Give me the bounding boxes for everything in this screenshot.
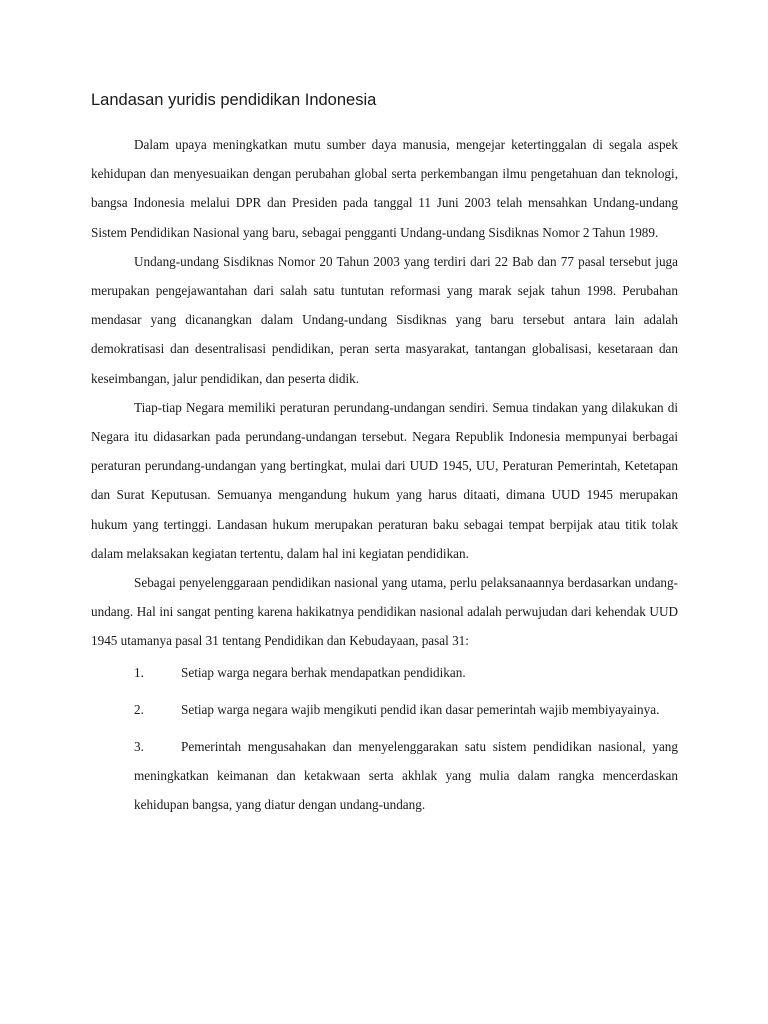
paragraph: Dalam upaya meningkatkan mutu sumber daya manusia, mengejar ketertinggalan di segala aspek kehidupan dan menyesuaikan dengan perubahan global serta perkembangan ilmu pengetahuan dan teknologi, bangsa Indonesia melalui DPR dan Presiden pada tanggal 11 Juni 2003 telah mensahkan Undang-undang Sistem Pendidikan Nasional yang baru, sebagai pengganti Undang-undang Sisdiknas Nomor 2 Tahun 1989. — [91, 137, 678, 240]
list-item-number: 1. — [134, 664, 144, 680]
document-body — [91, 130, 678, 820]
list-item-number: 2. — [134, 701, 144, 717]
list-item — [91, 732, 678, 820]
paragraph: Undang-undang Sisdiknas Nomor 20 Tahun 2003 yang terdiri dari 22 Bab dan 77 pasal tersebut juga merupakan pengejawantahan dari salah satu tuntutan reformasi yang marak sejak tahun 1998. Perubahan mendasar yang dicanangkan dalam Undang-undang Sisdiknas yang baru tersebut antara lain adalah demokratisasi dan desentralisasi pendidikan, peran serta masyarakat, tantangan globalisasi, kesetaraan dan keseimbangan, jalur pendidikan, dan peserta didik. — [91, 253, 678, 386]
list-item — [91, 658, 678, 687]
list-item-text: Setiap warga negara wajib mengikuti pendid ikan dasar pemerintah wajib membiyayainya. — [181, 701, 660, 717]
list-item-text: Setiap warga negara berhak mendapatkan pendidikan. — [181, 664, 466, 680]
list-item — [91, 695, 678, 724]
document-heading: Landasan yuridis pendidikan Indonesia — [91, 91, 377, 109]
paragraph: Sebagai penyelenggaraan pendidikan nasional yang utama, perlu pelaksanaannya berdasarkan undang-undang. Hal ini sangat penting karena hakikatnya pendidikan nasional adalah perwujudan dari kehendak UUD 1945 utamanya pasal 31 tentang Pendidikan dan Kebudayaan, pasal 31: — [91, 575, 678, 649]
list-item-number: 3. — [134, 739, 144, 755]
numbered-list — [91, 658, 678, 820]
paragraph: Tiap-tiap Negara memiliki peraturan perundang-undangan sendiri. Semua tindakan yang dilakukan di Negara itu didasarkan pada perundang-undangan tersebut. Negara Republik Indonesia mempunyai berbagai peraturan perundang-undangan yang bertingkat, mulai dari UUD 1945, UU, Peraturan Pemerintah, Ketetapan dan Surat Keputusan. Semuanya mengandung hukum yang harus ditaati, dimana UUD 1945 merupakan hukum yang tertinggi. Landasan hukum merupakan peraturan baku sebagai tempat berpijak atau titik tolak dalam melaksakan kegiatan tertentu, dalam hal ini kegiatan pendidikan. — [91, 399, 678, 561]
list-item-text: Pemerintah mengusahakan dan menyelenggarakan satu sistem pendidikan nasional, yang meningkatkan keimanan dan ketakwaan serta akhlak yang mulia dalam rangka mencerdaskan kehidupan bangsa, yang diatur dengan undang-undang. — [134, 739, 678, 813]
